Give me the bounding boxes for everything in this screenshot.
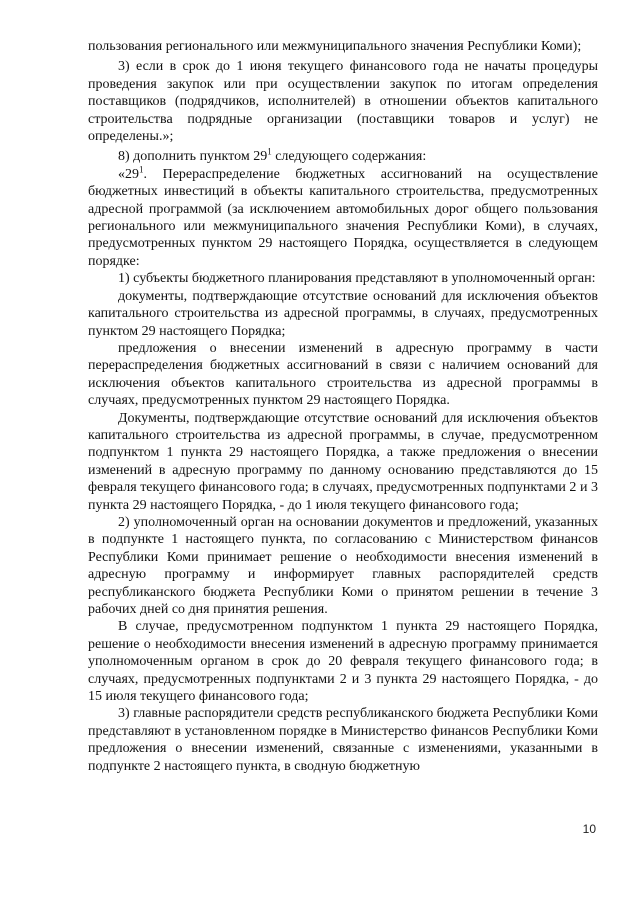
paragraph-9: В случае, предусмотренном подпунктом 1 пункта 29 настоящего Порядка, решение о необходимости внесения изменений в адресную программу принимается уполномоченным органом в срок до 20 февраля текущего финансового года; в случаях, предусмотренных подпунктами 2 и 3 пункта 29 настоящего Порядка, - до 15 июля текущего финансового года; bbox=[88, 619, 598, 705]
paragraph-0: пользования регионального или межмуниципального значения Республики Коми); bbox=[88, 39, 582, 54]
paragraph-8: 2) уполномоченный орган на основании документов и предложений, указанных в подпункте 1 настоящего пункта, по согласованию с Министерством финансов Республики Коми принимает решение о необходимости внесения изменений в адресную программу и информирует главных распорядителей средств республиканского бюджета Республики Коми о принятом решении в течение 3 рабочих дней со дня принятия решения. bbox=[88, 514, 598, 617]
paragraph-3-pre: «29 bbox=[118, 166, 139, 182]
paragraph-6: предложения о внесении изменений в адресную программу в части перераспределения бюджетных ассигнований в связи с наличием оснований для исключения объектов капитального строительства из адресной программы в случаях, предусмотренных пунктом 29 настоящего Порядка. bbox=[88, 340, 598, 409]
paragraph-4: 1) субъекты бюджетного планирования представляют в уполномоченный орган: bbox=[118, 271, 596, 287]
paragraph-3-post: . Перераспределение бюджетных ассигнований на осуществление бюджетных инвестиций в объекты капитального строительства, предусмотренных адресной программой (за исключением автомобильных дорог общего пользования регионального или межмуниципального значения Республики Коми), в случаях, предусмотренных пунктом 29 настоящего Порядка, осуществляется в следующем порядке: bbox=[88, 166, 598, 269]
paragraph-5: документы, подтверждающие отсутствие оснований для исключения объектов капитального строительства из адресной программы, в случаях, предусмотренных пунктом 29 настоящего Порядка; bbox=[88, 288, 598, 339]
paragraph-2-pre: 8) дополнить пунктом 29 bbox=[118, 149, 268, 165]
paragraph-10: 3) главные распорядители средств республиканского бюджета Республики Коми представляют в установленном порядке в Министерство финансов Республики Коми предложения о внесении изменений, связанные с изменениями, указанными в подпункте 2 настоящего пункта, в сводную бюджетную bbox=[88, 706, 598, 774]
document-body bbox=[88, 38, 598, 775]
superscript-1: 1 bbox=[267, 146, 272, 157]
page-number: 10 bbox=[582, 822, 596, 836]
paragraph-1: 3) если в срок до 1 июня текущего финансового года не начаты процедуры проведения закупок или при осуществлении закупок по итогам определения поставщиков (подрядчиков, исполнителей) в отношении объектов капитального строительства подрядные организации (поставщики товаров и услуг) не определены.»; bbox=[88, 59, 598, 145]
paragraph-7: Документы, подтверждающие отсутствие оснований для исключения объектов капитального строительства из адресной программы, в случае, предусмотренном подпунктом 1 пункта 29 настоящего Порядка, а также предложения о внесении изменений в адресную программу по данному основанию представляются до 15 февраля текущего финансового года; в случаях, предусмотренных подпунктами 2 и 3 пункта 29 настоящего Порядка, - до 1 июля текущего финансового года; bbox=[88, 410, 598, 513]
paragraph-2 bbox=[88, 148, 598, 165]
paragraph-2-post: следующего содержания: bbox=[271, 149, 427, 165]
superscript-2: 1 bbox=[139, 164, 144, 175]
paragraph-3 bbox=[88, 166, 598, 270]
